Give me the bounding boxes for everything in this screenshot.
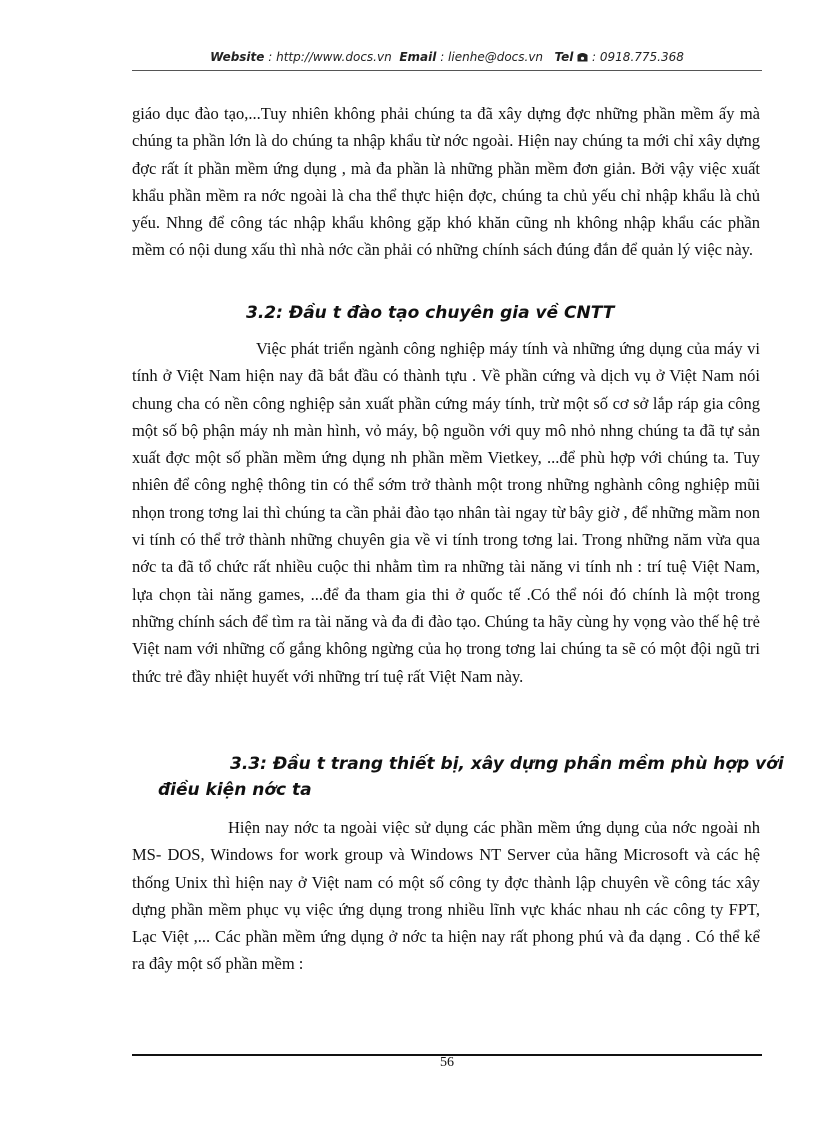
paragraph-section-3-2: Việc phát triển ngành công nghiệp máy tính và những ứng dụng của máy vi tính ở Việt Nam hiện nay đã bắt đầu có thành tựu . Về phần cứng và dịch vụ ở Việt Nam nói chung cha có nền công nghiệp sản xuất phần cứng máy tính, trừ một số cơ sở lắp ráp gia công một số bộ phận máy nh màn hình, vỏ máy, bộ nguồn với quy mô nhỏ nhng chúng ta đã tự sản xuất đợc một số phần mềm ứng dụng nh phần mềm Vietkey, ...để phù hợp với chúng ta. Tuy nhiên để công nghệ thông tin có thể sớm trở thành một trong những nghành công nghiệp mũi nhọn trong tơng lai thì chúng ta cần phải đào tạo nhân tài ngay từ bây giờ , để những mầm non vi tính có thể trở thành những chuyên gia về vi tính trong tơng lai. Trong những năm vừa qua nớc ta đã tổ chức rất nhiều cuộc thi nhằm tìm ra những tài năng vi tính nh : trí tuệ Việt Nam, lựa chọn tài năng games, ...để đa tham gia thi ở quốc tế .Có thể nói đó chính là một trong những chính sách để tìm ra tài năng và đa đi đào tạo. Chúng ta hãy cùng hy vọng vào thế hệ trẻ Việt nam với những cố gắng không ngừng của họ trong tơng lai chúng ta sẽ có một đội ngũ tri thức trẻ đầy nhiệt huyết với những trí tuệ rất Việt Nam này. [132, 339, 760, 686]
header-divider [132, 70, 762, 71]
paragraph-section-3-3: Hiện nay nớc ta ngoài việc sử dụng các phần mềm ứng dụng của nớc ngoài nh MS- DOS, Windows for work group và Windows NT Server của hãng Microsoft và các hệ thống Unix thì hiện nay ở Việt nam có một số công ty đợc thành lập chuyên về công tác xây dựng phần mềm phục vụ việc ứng dụng trong nhiều lĩnh vực khác nhau nh các công ty FPT, Lạc Việt ,... Các phần mềm ứng dụng ở nớc ta hiện nay rất phong phú và đa dạng . Có thể kể ra đây một số phần mềm : [132, 818, 760, 974]
email-label: Email [399, 50, 437, 64]
page-header [132, 50, 762, 64]
section-heading-3-3-line1: 3.3: Đầu t trang thiết bị, xây dựng phần mềm phù hợp với [230, 754, 784, 774]
website-label: Website [210, 50, 265, 64]
tel-label: Tel [554, 50, 574, 64]
email-value: : lienhe@docs.vn [440, 50, 544, 64]
website-url: : http://www.docs.vn [268, 50, 392, 64]
phone-icon [577, 50, 592, 64]
section-heading-3-3-line2: điều kiện nớc ta [158, 780, 312, 800]
section-heading-3-2: 3.2: Đầu t đào tạo chuyên gia về CNTT [246, 303, 615, 323]
paragraph-intro: giáo dục đào tạo,...Tuy nhiên không phải chúng ta đã xây dựng đợc những phần mềm ấy mà chúng ta phần lớn là do chúng ta nhập khẩu từ nớc ngoài. Hiện nay chúng ta mới chỉ xây dựng đợc rất ít phần mềm ứng dụng , mà đa phần là những phần mềm đơn giản. Bởi vậy việc xuất khẩu phần mềm ra nớc ngoài là cha thể thực hiện đợc, chúng ta chủ yếu chỉ nhập khẩu là chủ yếu. Nhng để công tác nhập khẩu không gặp khó khăn cũng nh không nhập khẩu các phần mềm có nội dung xấu thì nhà nớc cần phải có những chính sách đúng đắn để quản lý việc này. [132, 104, 760, 260]
page-number: 56 [440, 1055, 454, 1070]
tel-value: : 0918.775.368 [592, 50, 684, 64]
